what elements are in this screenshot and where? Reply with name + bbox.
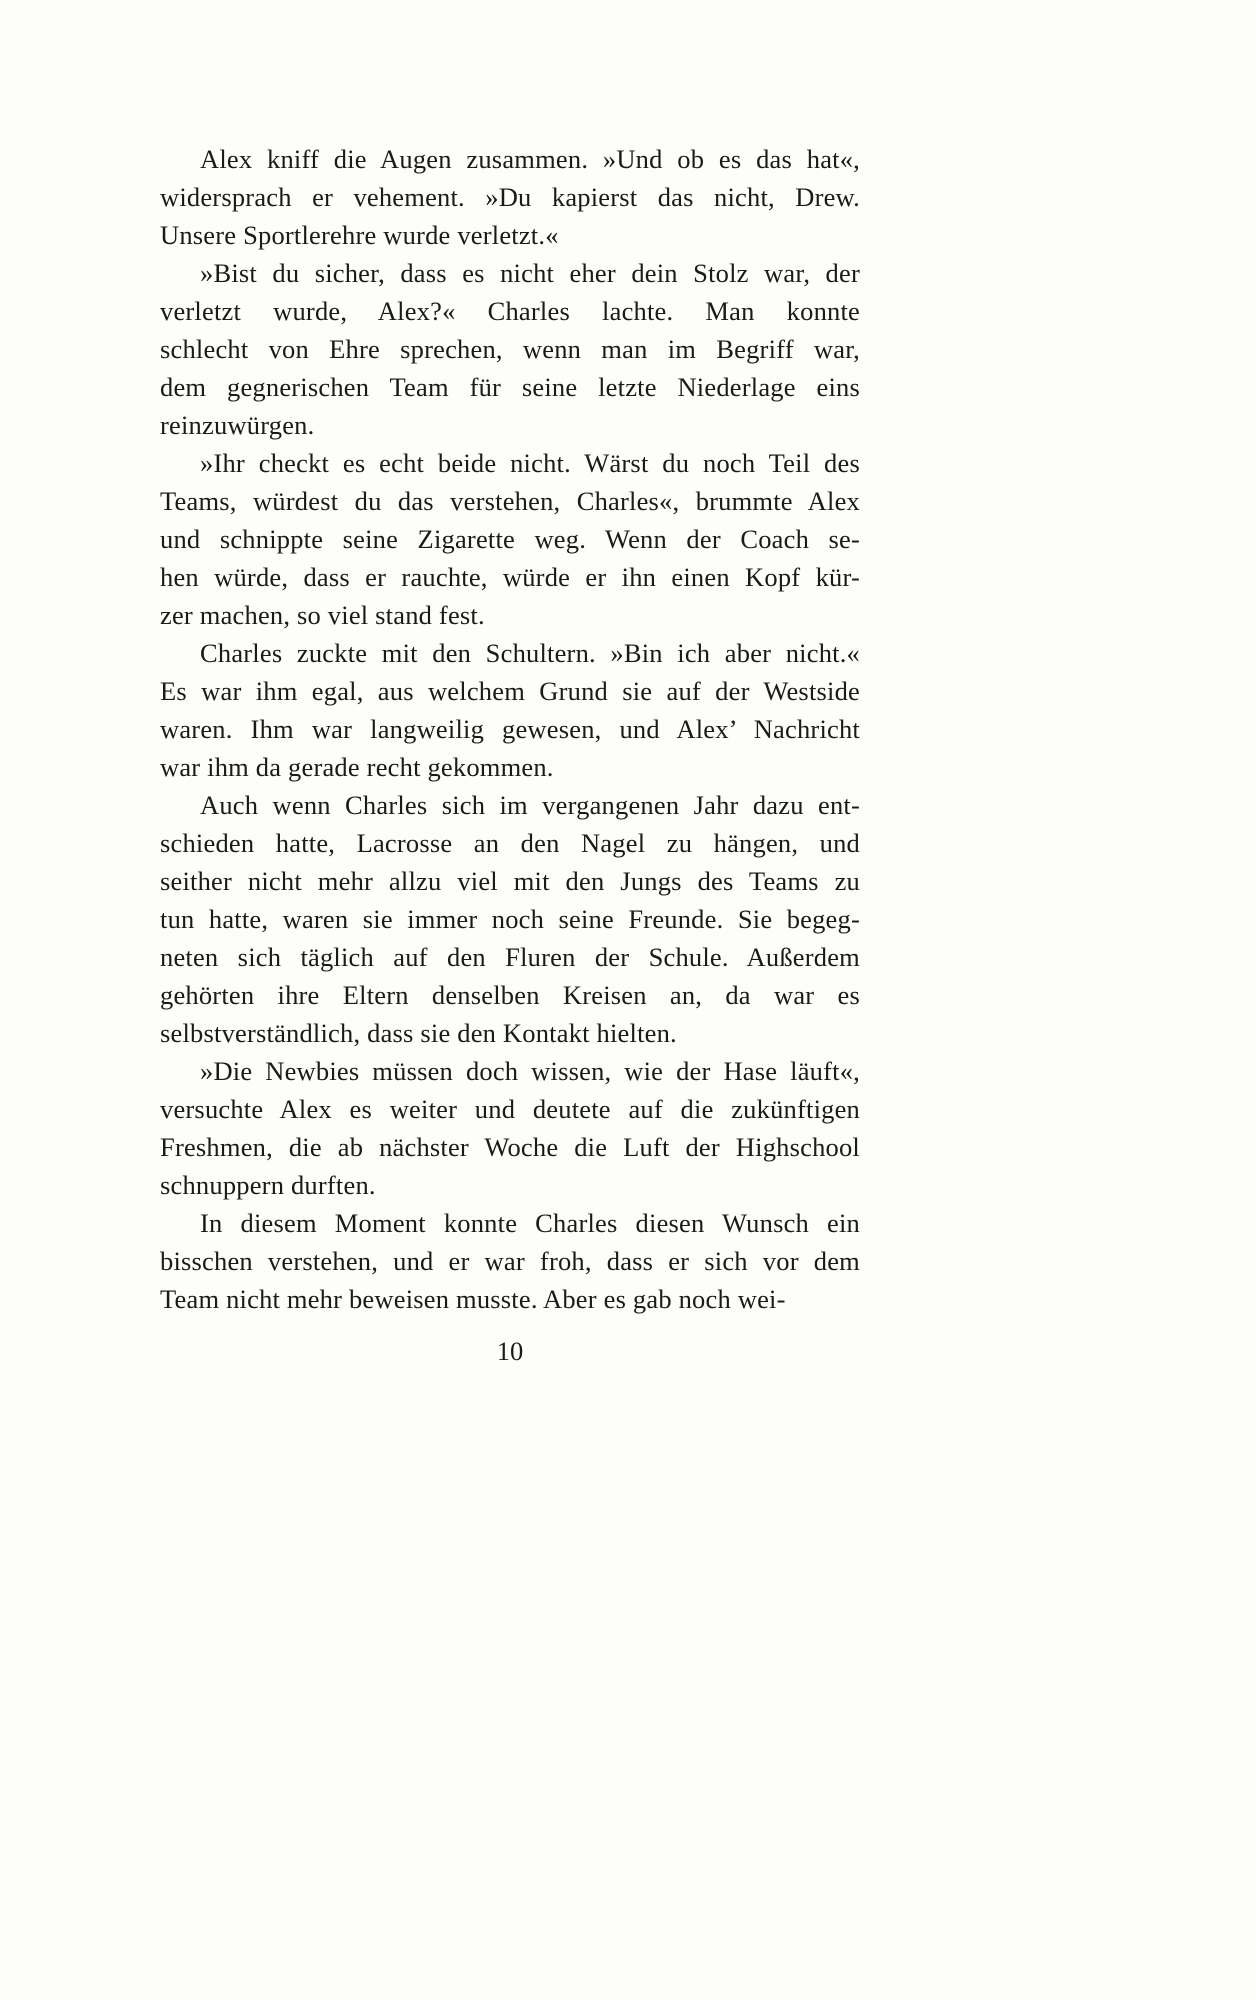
paragraph — [160, 140, 860, 254]
text-line: widersprach er vehement. »Du kapierst das nicht, Drew. — [160, 182, 860, 212]
text-line: Auch wenn Charles sich im vergangenen Jahr dazu ent- — [200, 790, 860, 820]
text-line: Freshmen, die ab nächster Woche die Luft der Highschool — [160, 1132, 860, 1162]
text-line: seither nicht mehr allzu viel mit den Jungs des Teams zu — [160, 866, 860, 896]
text-line: selbstverständlich, dass sie den Kontakt hielten. — [160, 1018, 677, 1048]
text-line: schieden hatte, Lacrosse an den Nagel zu hängen, und — [160, 828, 860, 858]
paragraph — [160, 1204, 860, 1318]
text-line: dem gegnerischen Team für seine letzte Niederlage eins — [160, 372, 860, 402]
text-line: neten sich täglich auf den Fluren der Schule. Außerdem — [160, 942, 860, 972]
text-line: hen würde, dass er rauchte, würde er ihn einen Kopf kür- — [160, 562, 860, 592]
text-line: »Bist du sicher, dass es nicht eher dein Stolz war, der — [200, 258, 860, 288]
text-line: Es war ihm egal, aus welchem Grund sie auf der Westside — [160, 676, 860, 706]
text-line: »Die Newbies müssen doch wissen, wie der Hase läuft«, — [200, 1056, 860, 1086]
text-line: versuchte Alex es weiter und deutete auf die zukünftigen — [160, 1094, 860, 1124]
text-line: schlecht von Ehre sprechen, wenn man im Begriff war, — [160, 334, 860, 364]
text-line: reinzuwürgen. — [160, 410, 315, 440]
text-line: und schnippte seine Zigarette weg. Wenn der Coach se- — [160, 524, 860, 554]
text-line: Unsere Sportlerehre wurde verletzt.« — [160, 220, 559, 250]
paragraph — [160, 634, 860, 786]
page-number: 10 — [496, 1336, 524, 1366]
text-line: »Ihr checkt es echt beide nicht. Wärst du noch Teil des — [200, 448, 860, 478]
paragraph — [160, 254, 860, 444]
text-line: tun hatte, waren sie immer noch seine Freunde. Sie begeg- — [160, 904, 860, 934]
paragraph — [160, 1052, 860, 1204]
text-line: war ihm da gerade recht gekommen. — [160, 752, 554, 782]
text-line: Team nicht mehr beweisen musste. Aber es gab noch wei- — [160, 1284, 786, 1314]
text-line: Teams, würdest du das verstehen, Charles«, brummte Alex — [160, 486, 860, 516]
text-line: Alex kniff die Augen zusammen. »Und ob es das hat«, — [200, 144, 860, 174]
paragraph — [160, 444, 860, 634]
text-line: gehörten ihre Eltern denselben Kreisen an, da war es — [160, 980, 860, 1010]
paragraph — [160, 786, 860, 1052]
text-line: In diesem Moment konnte Charles diesen Wunsch ein — [200, 1208, 860, 1238]
text-line: schnuppern durften. — [160, 1170, 376, 1200]
text-line: Charles zuckte mit den Schultern. »Bin ich aber nicht.« — [200, 638, 860, 668]
text-line: zer machen, so viel stand fest. — [160, 600, 485, 630]
text-line: bisschen verstehen, und er war froh, dass er sich vor dem — [160, 1246, 860, 1276]
text-block — [160, 140, 860, 1318]
text-line: waren. Ihm war langweilig gewesen, und Alex’ Nachricht — [160, 714, 860, 744]
text-line: verletzt wurde, Alex?« Charles lachte. Man konnte — [160, 296, 860, 326]
